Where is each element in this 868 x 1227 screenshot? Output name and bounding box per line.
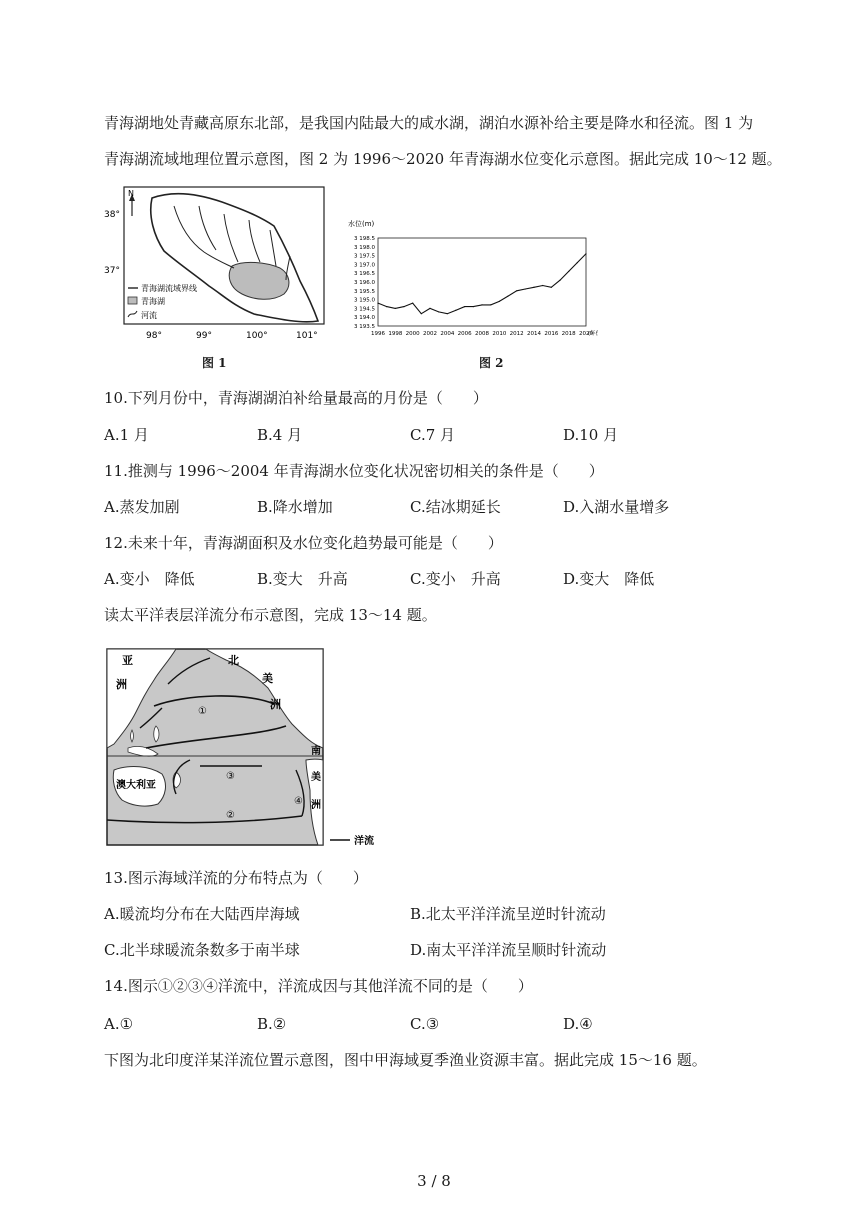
x-tick-label: 2016 [544,331,559,337]
intro-paragraph-2: 读太平洋表层洋流分布示意图，完成 13～14 题。 [104,606,437,624]
y-tick-label: 3 195.5 [354,288,375,295]
chart-xlabel: (年 [588,331,596,337]
figure-1-basin-map [104,186,326,341]
water-level-point [490,304,491,305]
question-14-option-d[interactable]: D.④ [563,1015,593,1033]
question-12-option-c[interactable]: C.变小 升高 [410,570,501,588]
legend-current: 洋流 [354,836,374,847]
x-tick-label: 2006 [457,331,472,337]
water-level-point [403,306,404,307]
water-level-point [377,303,378,304]
water-level-point [447,313,448,314]
question-11-option-c[interactable]: C.结冰期延长 [410,498,501,516]
water-level-point [577,262,578,263]
label-sa-1: 南 [311,746,321,757]
y-tick-label: 3 198.5 [354,236,375,242]
water-level-point [559,280,560,281]
x-tick-label: 2018 [561,331,576,337]
north-label: N [128,189,134,198]
question-13-option-b[interactable]: B.北太平洋洋流呈逆时针流动 [410,905,606,923]
question-11-stem: 11.推测与 1996～2004 年青海湖水位变化状况密切相关的条件是（ ） [104,462,604,480]
x-tick-label: 2012 [509,331,524,337]
water-level-point [507,295,508,296]
water-level-point [568,271,569,272]
question-11-option-b[interactable]: B.降水增加 [257,498,333,516]
water-level-point [473,306,474,307]
water-level-point [412,303,413,304]
water-level-point [499,301,500,302]
figure-2-water-level-chart [336,216,598,346]
water-level-point [542,285,543,286]
question-12-option-a[interactable]: A.变小 降低 [104,570,195,588]
question-12-option-b[interactable]: B.变大 升高 [257,570,348,588]
water-level-point [525,288,526,289]
water-level-point [585,253,586,254]
lon-label-99: 99° [196,331,212,341]
figure-1-caption: 图 1 [202,356,227,370]
water-level-point [421,313,422,314]
y-tick-label: 3 193.5 [354,324,375,330]
y-tick-label: 3 196.5 [354,271,375,278]
question-14-option-b[interactable]: B.② [257,1015,287,1033]
question-13-option-d[interactable]: D.南太平洋洋流呈顺时针流动 [410,941,607,959]
water-level-point [395,308,396,309]
intro-paragraph-line-2: 青海湖流域地理位置示意图，图 2 为 1996～2020 年青海湖水位变化示意图。据此完成 10～12 题。 [104,150,782,168]
water-level-point [516,290,517,291]
label-asia-2: 洲 [116,678,127,691]
water-level-point [386,306,387,307]
question-11-option-d[interactable]: D.入湖水量增多 [563,498,670,516]
label-na-3: 洲 [270,698,281,711]
x-tick-label: 2014 [527,331,541,337]
page-number: 3 / 8 [417,1172,451,1190]
y-tick-label: 3 194.0 [354,315,375,322]
x-tick-label: 2008 [475,331,489,337]
chart-plot-frame [378,238,586,326]
water-level-point [464,306,465,307]
water-level-point [481,304,482,305]
lon-label-98: 98° [146,331,162,341]
x-tick-label: 1998 [388,331,403,337]
x-tick-label: 2002 [423,331,437,337]
question-10-stem: 10.下列月份中，青海湖湖泊补给量最高的月份是（ ） [104,389,488,407]
question-10-option-a[interactable]: A.1 月 [104,426,149,444]
y-tick-label: 3 195.0 [354,297,375,304]
intro-paragraph-3: 下图为北印度洋某洋流位置示意图，图中甲海域夏季渔业资源丰富。据此完成 15～16 题。 [104,1051,707,1069]
x-tick-label: 1996 [371,331,385,337]
water-level-point [533,287,534,288]
water-level-point [551,287,552,288]
label-sa-2: 美 [311,772,321,783]
question-10-option-d[interactable]: D.10 月 [563,426,619,444]
question-12-option-d[interactable]: D.变大 降低 [563,570,655,588]
lon-label-101: 101° [296,331,318,341]
label-asia-1: 亚 [122,654,133,667]
lon-label-100: 100° [246,331,268,341]
y-tick-label: 3 194.5 [354,306,375,313]
legend-lake: 青海湖 [141,297,165,306]
lat-label-38: 38° [104,210,120,220]
figure-2-caption: 图 2 [479,356,504,370]
question-14-stem: 14.图示①②③④洋流中，洋流成因与其他洋流不同的是（ ） [104,977,533,995]
water-level-point [438,311,439,312]
label-na-1: 北 [228,654,239,667]
current-label-4: ④ [294,796,303,807]
water-level-point [455,310,456,311]
question-10-option-c[interactable]: C.7 月 [410,426,456,444]
label-na-2: 美 [262,672,273,685]
lat-label-37: 37° [104,266,120,276]
x-tick-label: 2004 [440,331,455,337]
label-australia: 澳大利亚 [116,780,156,791]
question-13-option-c[interactable]: C.北半球暖流条数多于南半球 [104,941,300,959]
intro-paragraph-line-1: 青海湖地处青藏高原东北部，是我国内陆最大的咸水湖，湖泊水源补给主要是降水和径流。图 1 为 [104,114,754,132]
x-tick-label: 2010 [492,331,507,337]
x-tick-label: 2020 [579,331,593,337]
question-14-option-a[interactable]: A.① [104,1015,134,1033]
chart-ylabel: 水位(m) [348,220,375,228]
x-tick-label: 2000 [405,331,420,337]
legend-boundary: 青海湖流域界线 [141,284,197,293]
label-sa-3: 洲 [311,800,321,811]
y-tick-label: 3 198.0 [354,244,375,251]
question-14-option-c[interactable]: C.③ [410,1015,440,1033]
figure-3-pacific-currents-map [106,648,382,848]
question-12-stem: 12.未来十年，青海湖面积及水位变化趋势最可能是（ ） [104,534,503,552]
y-tick-label: 3 197.0 [354,262,375,269]
legend-river: 河流 [141,311,157,320]
water-level-point [429,308,430,309]
question-13-option-a[interactable]: A.暖流均分布在大陆西岸海域 [104,905,300,923]
question-13-stem: 13.图示海域洋流的分布特点为（ ） [104,869,368,887]
question-11-option-a[interactable]: A.蒸发加剧 [104,498,180,516]
current-label-3: ③ [226,771,235,782]
current-label-2: ② [226,810,235,821]
y-tick-label: 3 196.0 [354,280,375,286]
current-label-1: ① [198,706,207,717]
y-tick-label: 3 197.5 [354,253,375,260]
question-10-option-b[interactable]: B.4 月 [257,426,303,444]
